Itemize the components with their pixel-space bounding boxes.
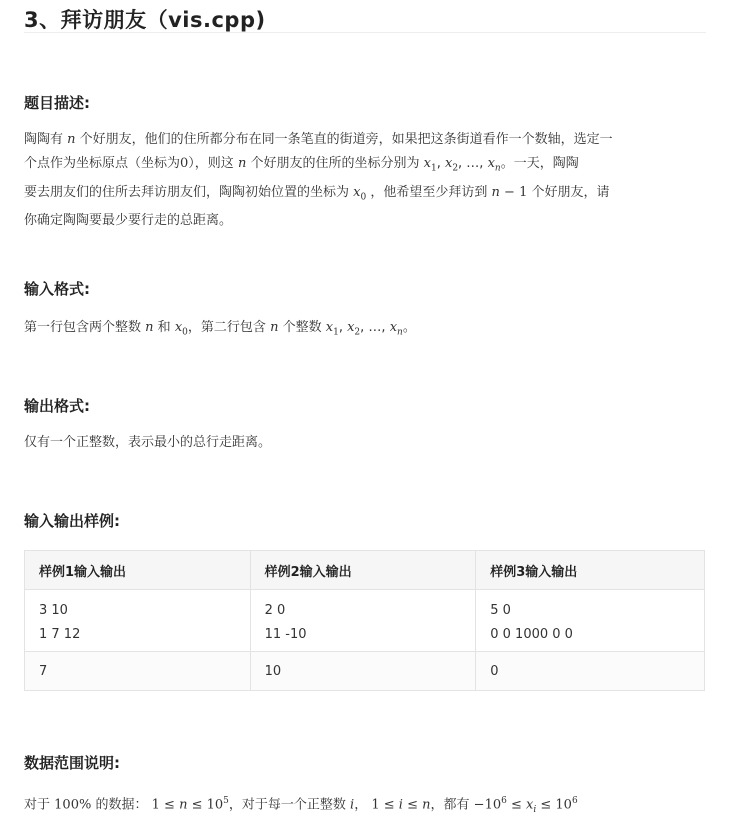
output-format-text: 仅有一个正整数，表示最小的总行走距离。 [24,435,272,450]
input-format-text: 第一行包含两个整数 n 和 $x_0$，第二行包含 n 个整数 $x_1$, $x_2$, …, $x_n$。 [24,320,416,338]
samples-heading: 输入输出样例: [24,512,120,530]
sample-3-input: 5 0 0 0 1000 0 0 [476,590,705,652]
input-format-heading: 输入格式: [24,280,90,298]
description-text: 陶陶有 n 个好朋友，他们的住所都分布在同一条笔直的街道旁，如果把这条街道看作一个数轴，选定一 个点作为坐标原点（坐标为0），则这 n 个好朋友的住所的坐标分别为 $x_1$, $x_2$, …, $x_n$。一天，陶陶 要去朋友们的住所去拜访朋友们，陶陶初始位置的坐标为 $x_0$ ，他希望至少拜访到 n − 1 个好朋友，请 你确定陶陶要最少要行走的总距离。 [24,132,613,229]
sample-1-header: 样例1输入输出 [25,551,251,590]
sample-1-output: 7 [25,652,251,691]
page-title: 3、拜访朋友（vis.cpp) [24,8,266,32]
samples-table [24,550,705,691]
sample-3-header: 样例3输入输出 [476,551,705,590]
sample-1-input: 3 10 1 7 12 [25,590,251,652]
sample-2-input: 2 0 11 -10 [250,590,476,652]
output-format-heading: 输出格式: [24,397,90,415]
sample-2-header: 样例2输入输出 [250,551,476,590]
sample-2-output: 10 [250,652,476,691]
range-heading: 数据范围说明: [24,754,120,772]
description-heading: 题目描述: [24,94,90,112]
title-divider [24,32,706,33]
sample-3-output: 0 [476,652,705,691]
range-text: 对于 100% 的数据： $1 \le n \le 10^5$，对于每一个正整数 i， 1 ≤ i ≤ n，都有 $-10^6 \le x_i \le 10^6$ [24,796,578,815]
